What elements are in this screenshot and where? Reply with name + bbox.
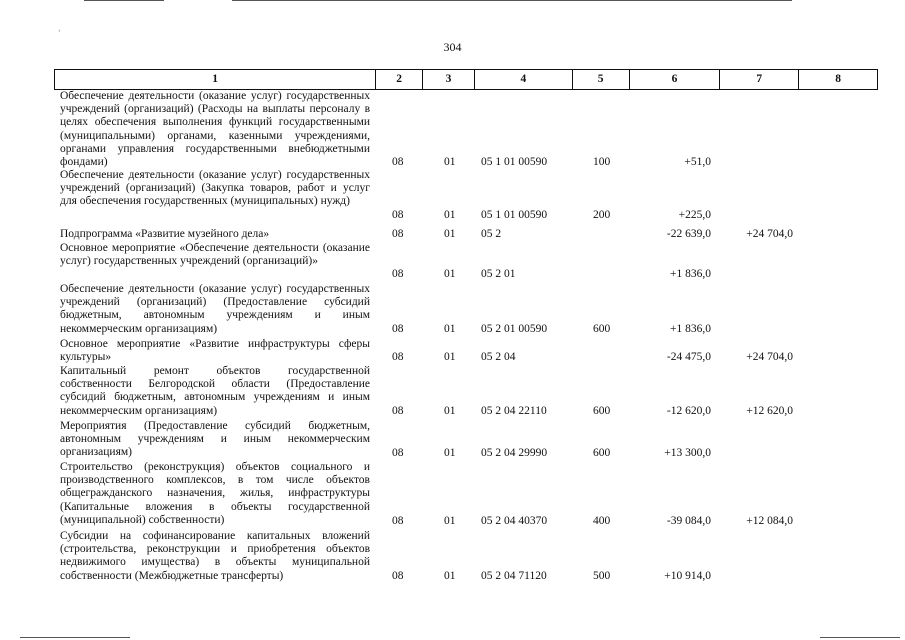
top-scan-line xyxy=(84,0,164,1)
col-section: 08 xyxy=(392,447,404,459)
col-target-article: 05 2 04 29990 xyxy=(481,447,548,459)
col-expense-type: 600 xyxy=(593,405,611,417)
col-amount: -22 639,0 xyxy=(666,228,711,240)
col-amount: +10 914,0 xyxy=(664,570,711,582)
col-subsection: 01 xyxy=(444,405,456,417)
col-target-article: 05 2 xyxy=(481,228,502,240)
col-amount-2: +24 704,0 xyxy=(746,351,793,363)
row-description: Обеспечение деятельности (оказание услуг) государственных учреждений (организаций) (Предоставление субсидий бюджетным, автономным учреждениям и иным некоммерческим организациям) xyxy=(60,283,370,335)
col-amount: -12 620,0 xyxy=(666,405,711,417)
col-expense-type: 200 xyxy=(593,209,611,221)
col-section: 08 xyxy=(392,405,404,417)
header-cell: 7 xyxy=(720,70,799,89)
col-subsection: 01 xyxy=(444,351,456,363)
col-expense-type: 600 xyxy=(593,323,611,335)
bottom-scan-line xyxy=(20,637,130,638)
row-description: Основное мероприятие «Развитие инфраструктуры сферы культуры» xyxy=(60,338,370,364)
header-cell: 6 xyxy=(630,70,721,89)
col-amount: -39 084,0 xyxy=(666,515,711,527)
col-section: 08 xyxy=(392,570,404,582)
row-description: Подпрограмма «Развитие музейного дела» xyxy=(60,228,270,240)
col-target-article: 05 2 04 22110 xyxy=(481,405,547,417)
row-description: Мероприятия (Предоставление субсидий бюджетным, автономным учреждениям и иным некоммерческим организациям) xyxy=(60,420,370,459)
col-amount: +1 836,0 xyxy=(670,268,711,280)
col-expense-type: 100 xyxy=(593,156,611,168)
page-number: 304 xyxy=(443,40,462,54)
col-section: 08 xyxy=(392,228,404,240)
header-cell: 2 xyxy=(376,70,423,89)
col-section: 08 xyxy=(392,515,404,527)
col-amount: -24 475,0 xyxy=(666,351,711,363)
row-description: Капитальный ремонт объектов государственной собственности Белгородской области (Предоставление субсидий бюджетным, автономным учреждениям и иным некоммерческим организациям) xyxy=(60,365,370,417)
col-target-article: 05 1 01 00590 xyxy=(481,156,548,168)
header-cell: 5 xyxy=(573,70,630,89)
col-expense-type: 400 xyxy=(593,515,611,527)
col-expense-type: 500 xyxy=(593,570,611,582)
col-expense-type: 600 xyxy=(593,447,611,459)
col-amount: +13 300,0 xyxy=(664,447,711,459)
col-amount-2: +12 084,0 xyxy=(746,515,793,527)
bottom-scan-line xyxy=(820,637,900,638)
col-section: 08 xyxy=(392,209,404,221)
col-amount: +225,0 xyxy=(678,209,711,221)
col-target-article: 05 1 01 00590 xyxy=(481,209,548,221)
col-amount-2: +24 704,0 xyxy=(746,228,793,240)
col-subsection: 01 xyxy=(444,323,456,335)
col-subsection: 01 xyxy=(444,570,456,582)
table-header xyxy=(54,69,878,90)
col-section: 08 xyxy=(392,268,404,280)
scan-speck: ʻ xyxy=(58,28,61,37)
header-cell: 8 xyxy=(835,73,841,85)
col-subsection: 01 xyxy=(444,209,456,221)
col-target-article: 05 2 01 00590 xyxy=(481,323,548,335)
col-target-article: 05 2 04 71120 xyxy=(481,570,547,582)
header-cell: 3 xyxy=(423,70,475,89)
col-section: 08 xyxy=(392,156,404,168)
col-section: 08 xyxy=(392,351,404,363)
col-target-article: 05 2 04 xyxy=(481,351,516,363)
header-cell: 1 xyxy=(55,70,376,89)
row-description: Основное мероприятие «Обеспечение деятельности (оказание услуг) государственных учреждений (организаций)» xyxy=(60,242,370,268)
col-target-article: 05 2 04 40370 xyxy=(481,515,548,527)
col-subsection: 01 xyxy=(444,447,456,459)
row-description: Обеспечение деятельности (оказание услуг) государственных учреждений (организаций) (Закупка товаров, работ и услуг для обеспечения государственных (муниципальных) нужд) xyxy=(60,169,370,208)
col-amount: +51,0 xyxy=(684,156,711,168)
col-amount: +1 836,0 xyxy=(670,323,711,335)
top-scan-line xyxy=(232,0,792,1)
col-target-article: 05 2 01 xyxy=(481,268,516,280)
col-subsection: 01 xyxy=(444,156,456,168)
row-description: Строительство (реконструкция) объектов социального и производственного комплексов, в том числе объектов общегражданского назначения, жилья, инфраструктуры (Капитальные вложения в объекты государственной (муниципальной) собственности) xyxy=(60,461,370,526)
row-description: Обеспечение деятельности (оказание услуг) государственных учреждений (организаций) (Расходы на выплаты персоналу в целях обеспечения выполнения функций государственными (муниципальными) органами, казенными учреждениями, органами управления государственными внебюджетными фондами) xyxy=(60,90,370,169)
header-cell: 4 xyxy=(475,70,573,89)
col-amount-2: +12 620,0 xyxy=(746,405,793,417)
col-subsection: 01 xyxy=(444,228,456,240)
row-description: Субсидии на софинансирование капитальных вложений (строительства, реконструкции и приобретения объектов недвижимого имущества) в объекты муниципальной собственности (Межбюджетные трансферты) xyxy=(60,530,370,582)
col-section: 08 xyxy=(392,323,404,335)
col-subsection: 01 xyxy=(444,268,456,280)
col-subsection: 01 xyxy=(444,515,456,527)
